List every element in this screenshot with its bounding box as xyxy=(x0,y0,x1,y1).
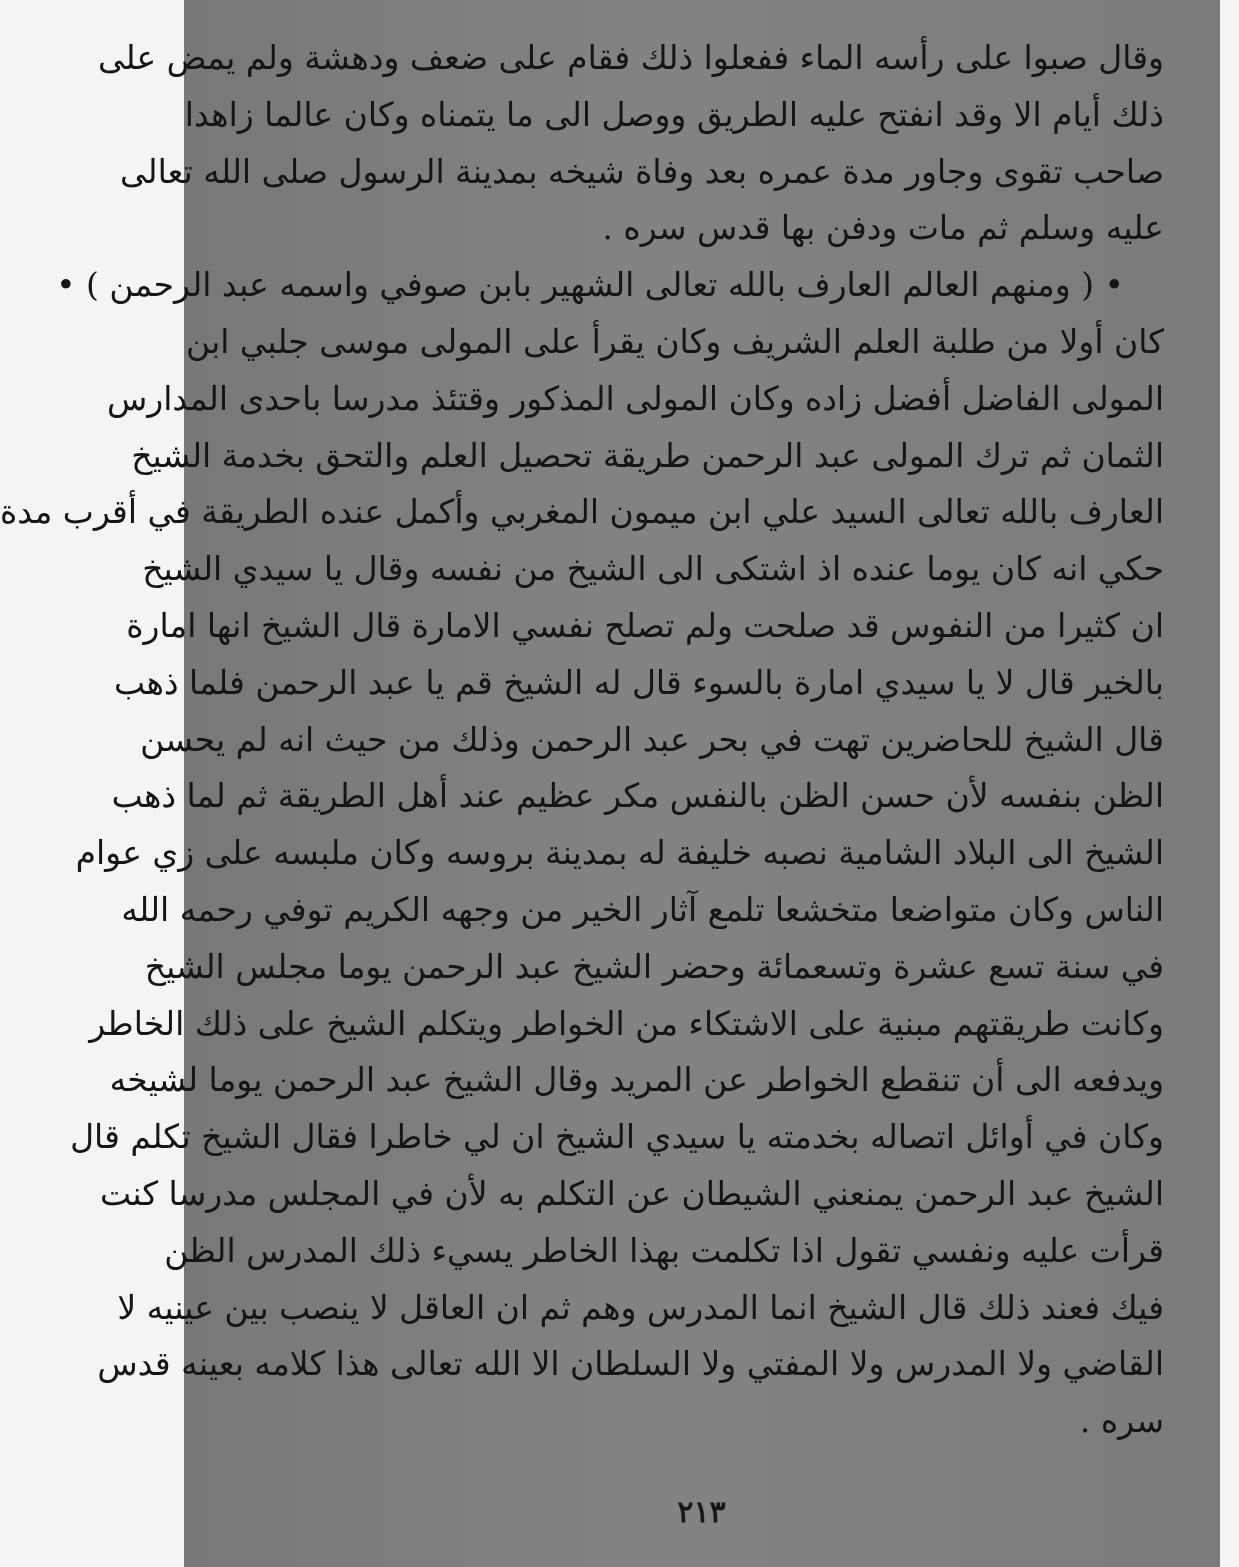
text-line: عليه وسلم ثم مات ودفن بها قدس سره . xyxy=(602,208,1164,248)
text-line: الثمان ثم ترك المولى عبد الرحمن طريقة تحصيل العلم والتحق بخدمة الشيخ xyxy=(131,435,1164,475)
text-line: حكي انه كان يوما عنده اذ اشتكى الى الشيخ من نفسه وقال يا سيدي الشيخ xyxy=(142,549,1164,589)
text-line: الشيخ عبد الرحمن يمنعني الشيطان عن التكلم به لأن في المجلس مدرسا كنت xyxy=(99,1173,1164,1213)
text-line: القاضي ولا المدرس ولا المفتي ولا السلطان الا الله تعالى هذا كلامه بعينه قدس xyxy=(97,1344,1164,1384)
text-line: صاحب تقوى وجاور مدة عمره بعد وفاة شيخه بمدينة الرسول صلى الله تعالى xyxy=(120,151,1164,191)
text-line: بالخير قال لا يا سيدي امارة بالسوء قال له الشيخ قم يا عبد الرحمن فلما ذهب xyxy=(114,662,1164,702)
text-line: في سنة تسع عشرة وتسعمائة وحضر الشيخ عبد الرحمن يوما مجلس الشيخ xyxy=(144,946,1164,986)
text-line: الظن بنفسه لأن حسن الظن بالنفس مكر عظيم عند أهل الطريقة ثم لما ذهب xyxy=(111,776,1164,816)
text-line: الناس وكان متواضعا متخشعا تلمع آثار الخير من وجهه الكريم توفي رحمه الله xyxy=(121,889,1164,929)
book-text-block xyxy=(0,30,1164,1450)
section-heading: • ( ومنهم العالم العارف بالله تعالى الشهير بابن صوفي واسمه عبد الرحمن ) • xyxy=(56,265,1124,305)
text-line: قال الشيخ للحاضرين تهت في بحر عبد الرحمن وذلك من حيث انه لم يحسن xyxy=(140,719,1164,759)
text-line: سره . xyxy=(1079,1401,1164,1441)
text-line: وكانت طريقتهم مبنية على الاشتكاء من الخواطر ويتكلم الشيخ على ذلك الخاطر xyxy=(89,1003,1164,1043)
text-line: العارف بالله تعالى السيد علي ابن ميمون المغربي وأكمل عنده الطريقة في أقرب مدة xyxy=(0,492,1164,532)
text-line: وقال صبوا على رأسه الماء ففعلوا ذلك فقام على ضعف ودهشة ولم يمض على xyxy=(98,38,1164,77)
text-line: فيك فعند ذلك قال الشيخ انما المدرس وهم ثم ان العاقل لا ينصب بين عينيه لا xyxy=(117,1287,1164,1327)
page-number: ٢١٣ xyxy=(677,1495,726,1530)
text-line: الشيخ الى البلاد الشامية نصبه خليفة له بمدينة بروسه وكان ملبسه على زي عوام xyxy=(75,833,1164,873)
text-line: المولى الفاضل أفضل زاده وكان المولى المذكور وقتئذ مدرسا باحدى المدارس xyxy=(107,378,1164,418)
text-line: وكان في أوائل اتصاله بخدمته يا سيدي الشيخ ان لي خاطرا فقال الشيخ تكلم قال xyxy=(70,1117,1164,1157)
text-line: ان كثيرا من النفوس قد صلحت ولم تصلح نفسي الامارة قال الشيخ انها امارة xyxy=(126,605,1164,645)
text-line: ويدفعه الى أن تنقطع الخواطر عن المريد وقال الشيخ عبد الرحمن يوما لشيخه xyxy=(109,1060,1164,1100)
text-line: ذلك أيام الا وقد انفتح عليه الطريق ووصل الى ما يتمناه وكان عالما زاهدا xyxy=(184,94,1164,134)
text-line: كان أولا من طلبة العلم الشريف وكان يقرأ على المولى موسى جلبي ابن xyxy=(185,321,1164,361)
text-line: قرأت عليه ونفسي تقول اذا تكلمت بهذا الخاطر يسيء ذلك المدرس الظن xyxy=(164,1230,1164,1270)
